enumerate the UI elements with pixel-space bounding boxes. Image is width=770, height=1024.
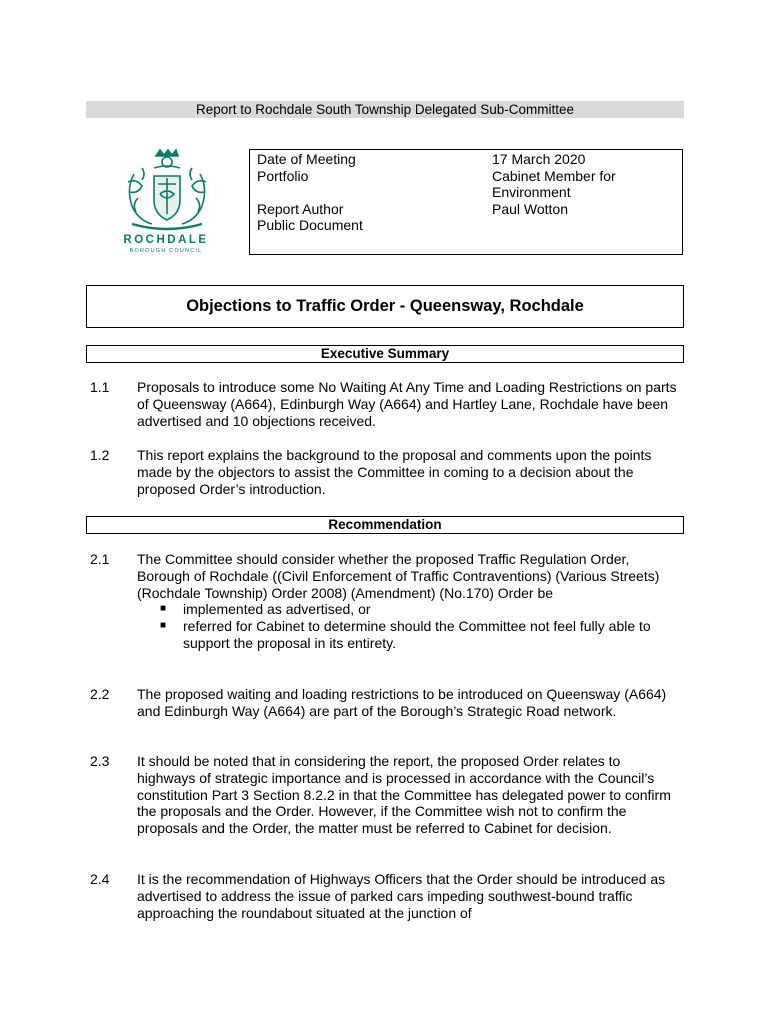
meta-label: Portfolio (257, 167, 309, 184)
recommendation-options-list (137, 601, 679, 651)
logo-name: ROCHDALE (123, 234, 209, 246)
meta-value: Environment (492, 184, 571, 201)
meta-value: 17 March 2020 (492, 151, 586, 167)
meta-value: Cabinet Member for (492, 167, 616, 184)
coat-of-arms-graphic (118, 148, 214, 234)
paragraph-text: Proposals to introduce some No Waiting At Any Time and Loading Restrictions on parts of Queensway (A664), Edinburgh Way (A664) and Hartley Lane, Rochdale have been advertised and 10 objections received. (137, 379, 677, 429)
meeting-details-box (249, 149, 683, 255)
paragraph-text: This report explains the background to the proposal and comments upon the points made by the objectors to assist the Committee in coming to a decision about the proposed Order’s introduction. (137, 447, 652, 497)
list-item (137, 601, 679, 618)
list-item-text: implemented as advertised, or (183, 601, 371, 618)
paragraph-text: The Committee should consider whether the proposed Traffic Regulation Order, Borough of Rochdale ((Civil Enforcement of Traffic Contraventions) (Various Streets) (Rochdale Township) Order 2008) (Amendment) (No.170) Order be (137, 551, 660, 601)
paragraph-number: 1.2 (90, 447, 110, 463)
paragraph-text: It is the recommendation of Highways Officers that the Order should be introduced as advertised to address the issue of parked cars impeding southwest-bound traffic approaching the roundabout situated at the junction of (137, 871, 666, 921)
report-header-bar (86, 101, 684, 118)
paragraph-number: 2.4 (90, 871, 110, 887)
paragraph-number: 2.3 (90, 753, 110, 769)
paragraph-text-block (137, 551, 679, 652)
paragraph-text: It should be noted that in considering the report, the proposed Order relates to highways of strategic importance and is processed in accordance with the Council’s constitution Part 3 Section 8.2.2 in that the Committee has delegated power to confirm the proposals and the Order. However, if the Committee wish not to confirm the proposals and the Order, the matter must be referred to Cabinet for decision. (137, 753, 671, 837)
square-bullet-icon: ■ (160, 620, 167, 632)
meeting-details-values (492, 151, 672, 234)
paragraph-number: 2.1 (90, 551, 110, 567)
executive-summary-heading-text: Executive Summary (320, 346, 450, 361)
report-title: Objections to Traffic Order - Queensway, Rochdale (186, 297, 584, 315)
list-item (137, 618, 679, 652)
rochdale-coat-of-arms-icon (118, 148, 214, 256)
executive-summary-heading (86, 345, 684, 363)
recommendation-heading-text: Recommendation (328, 517, 442, 532)
paragraph-number: 2.2 (90, 686, 110, 702)
report-header-title: Report to Rochdale South Township Delegated Sub-Committee (196, 102, 574, 117)
meta-label-blank (257, 184, 363, 201)
meta-label: Date of Meeting (257, 151, 356, 167)
meta-label: Public Document (257, 217, 363, 234)
square-bullet-icon: ■ (160, 603, 167, 615)
paragraph-number: 1.1 (90, 379, 110, 395)
meeting-details-labels (257, 151, 363, 234)
paragraph-text: The proposed waiting and loading restrictions to be introduced on Queensway (A664) and Edinburgh Way (A664) are part of the Borough’s Strategic Road network. (137, 686, 667, 719)
meta-label: Report Author (257, 200, 344, 217)
logo-subtitle: BOROUGH COUNCIL (129, 248, 203, 254)
meta-value-blank (492, 217, 672, 234)
list-item-text: referred for Cabinet to determine should the Committee not feel fully able to support the proposal in its entirety. (183, 618, 651, 651)
report-title-box (86, 285, 684, 328)
meta-value: Paul Wotton (492, 200, 569, 217)
recommendation-heading (86, 516, 684, 534)
